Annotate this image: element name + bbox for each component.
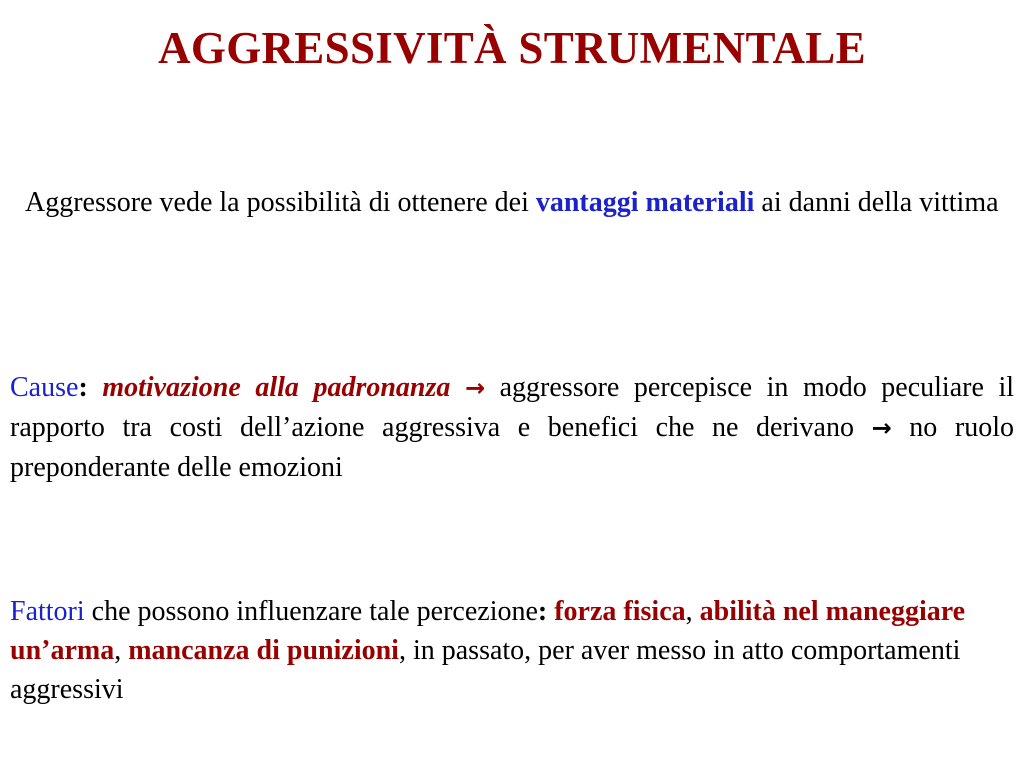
paragraph-definition: [25, 183, 1000, 222]
cause-text: aggressore percepisce in modo peculiare il rapporto tra costi dell’azione aggressiva e benefici che ne derivano: [10, 372, 1015, 443]
paragraph-cause: [10, 368, 1014, 487]
slide-title: AGGRESSIVITÀ STRUMENTALE: [158, 23, 866, 73]
highlight-vantaggi-materiali: vantaggi materiali: [535, 187, 755, 218]
separator: ,: [114, 635, 129, 666]
cause-label: Cause: [10, 372, 79, 403]
factor-forza-fisica: forza fisica: [554, 596, 686, 627]
fattori-label: Fattori: [10, 596, 85, 627]
cause-colon: :: [78, 372, 88, 403]
definition-text-end: ai danni della vittima: [754, 187, 999, 218]
factor-abilita-arma: abilità nel maneggiare un’arma: [10, 596, 966, 666]
space: [88, 372, 103, 403]
fattori-text-end: , in passato, per aver messo in atto comportamenti aggressivi: [10, 635, 961, 705]
right-arrow-icon: →: [871, 414, 892, 442]
space: [450, 372, 465, 403]
cause-conclusion: no ruolo preponderante delle emozioni: [10, 412, 1014, 483]
paragraph-fattori: [10, 592, 1005, 709]
factor-mancanza-punizioni: mancanza di punizioni: [128, 635, 399, 666]
definition-text-start: Aggressore vede la possibilità di ottenere dei: [25, 187, 536, 218]
fattori-text: che possono influenzare tale percezione: [84, 596, 538, 627]
right-arrow-icon: →: [464, 374, 486, 402]
motivation-text: motivazione alla padronanza: [102, 372, 451, 403]
fattori-colon: :: [537, 596, 548, 627]
separator: ,: [685, 596, 700, 627]
